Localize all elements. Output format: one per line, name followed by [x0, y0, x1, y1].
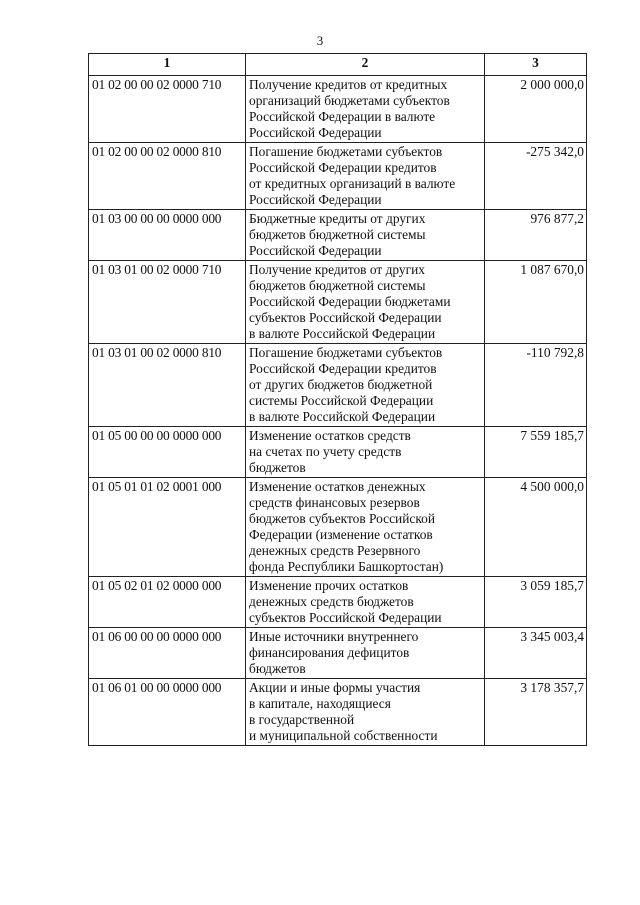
table-row	[89, 577, 587, 628]
row-description: Изменение остатков средств на счетах по учету средств бюджетов	[246, 427, 485, 478]
table-row	[89, 261, 587, 344]
row-amount: 1 087 670,0	[485, 261, 587, 344]
table-row	[89, 478, 587, 577]
row-description: Погашение бюджетами субъектов Российской Федерации кредитов от кредитных организаций в валюте Российской Федерации	[246, 143, 485, 210]
row-amount: 3 345 003,4	[485, 628, 587, 679]
row-code: 01 03 01 00 02 0000 810	[89, 344, 246, 427]
row-code: 01 05 00 00 00 0000 000	[89, 427, 246, 478]
row-amount: -275 342,0	[485, 143, 587, 210]
row-description: Погашение бюджетами субъектов Российской Федерации кредитов от других бюджетов бюджетной системы Российской Федерации в валюте Российской Федерации	[246, 344, 485, 427]
row-amount: -110 792,8	[485, 344, 587, 427]
row-amount: 7 559 185,7	[485, 427, 587, 478]
header-row	[89, 54, 587, 76]
row-code: 01 02 00 00 02 0000 810	[89, 143, 246, 210]
row-code: 01 03 01 00 02 0000 710	[89, 261, 246, 344]
row-amount: 3 178 357,7	[485, 679, 587, 746]
row-amount: 976 877,2	[485, 210, 587, 261]
row-amount: 2 000 000,0	[485, 76, 587, 143]
budget-sources-table	[88, 53, 587, 746]
row-code: 01 03 00 00 00 0000 000	[89, 210, 246, 261]
row-description: Получение кредитов от кредитных организаций бюджетами субъектов Российской Федерации в валюте Российской Федерации	[246, 76, 485, 143]
row-description: Бюджетные кредиты от других бюджетов бюджетной системы Российской Федерации	[246, 210, 485, 261]
row-code: 01 06 01 00 00 0000 000	[89, 679, 246, 746]
row-code: 01 06 00 00 00 0000 000	[89, 628, 246, 679]
table-row	[89, 427, 587, 478]
row-code: 01 05 02 01 02 0000 000	[89, 577, 246, 628]
column-header-code: 1	[89, 54, 246, 76]
row-code: 01 05 01 01 02 0001 000	[89, 478, 246, 577]
table-row	[89, 210, 587, 261]
table-row	[89, 76, 587, 143]
page-number: 3	[316, 33, 324, 48]
row-description: Изменение остатков денежных средств финансовых резервов бюджетов субъектов Российской Федерации (изменение остатков денежных средств Резервного фонда Республики Башкортостан)	[246, 478, 485, 577]
row-amount: 3 059 185,7	[485, 577, 587, 628]
row-amount: 4 500 000,0	[485, 478, 587, 577]
table-row	[89, 628, 587, 679]
table-row	[89, 143, 587, 210]
column-header-description: 2	[246, 54, 485, 76]
column-header-amount: 3	[485, 54, 587, 76]
table-row	[89, 679, 587, 746]
row-description: Получение кредитов от других бюджетов бюджетной системы Российской Федерации бюджетами субъектов Российской Федерации в валюте Российской Федерации	[246, 261, 485, 344]
row-code: 01 02 00 00 02 0000 710	[89, 76, 246, 143]
row-description: Изменение прочих остатков денежных средств бюджетов субъектов Российской Федерации	[246, 577, 485, 628]
row-description: Иные источники внутреннего финансирования дефицитов бюджетов	[246, 628, 485, 679]
row-description: Акции и иные формы участия в капитале, находящиеся в государственной и муниципальной собственности	[246, 679, 485, 746]
table-row	[89, 344, 587, 427]
